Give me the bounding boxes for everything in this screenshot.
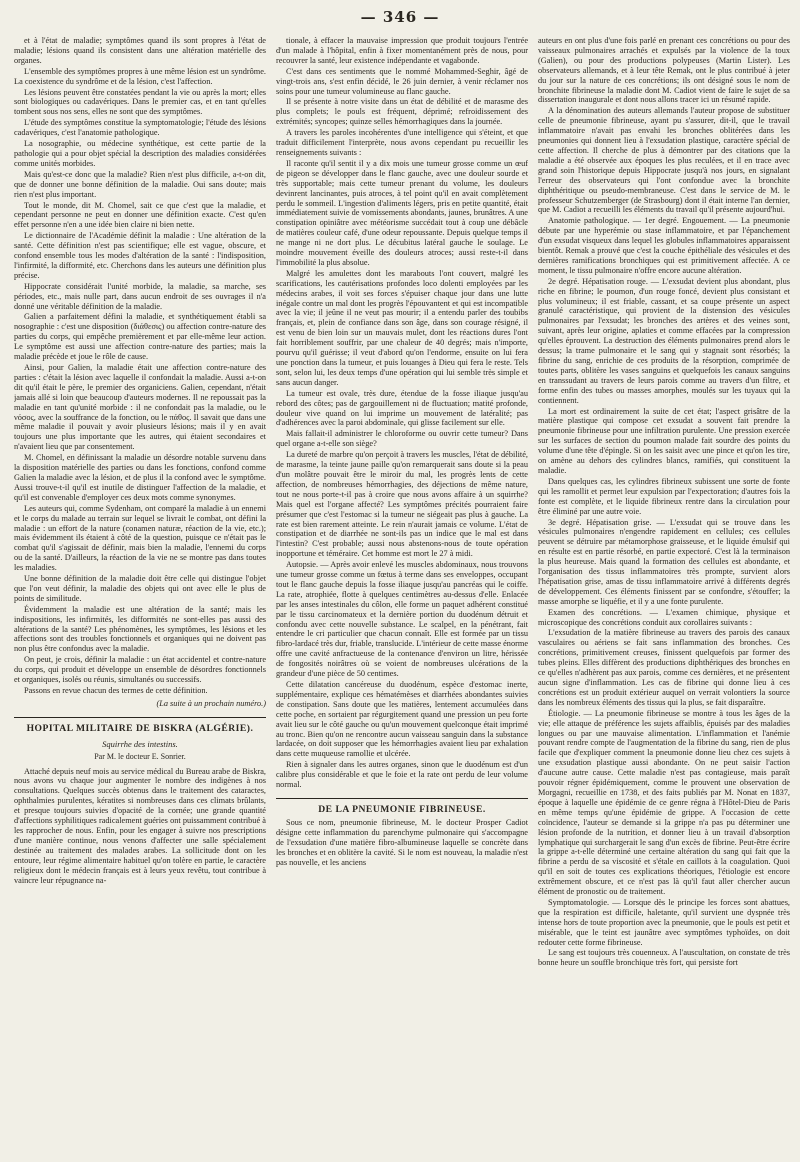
paragraph: La mort est ordinairement la suite de cet état; l'aspect grisâtre de la matière plastique qui compose cet exsudat a souvent fait prendre la pneumonie fibrineuse pour une infiltration purulente. Une pression exercée sur les surfaces de section du poumon malade fait sourdre des points du volume d'une tête d'épingle. Si on les saisit avec une pince et qu'on les tire, on amène au dehors des cylindres blancs, ramifiés, qui constituent la maladie. bbox=[538, 406, 790, 475]
page-number: — 346 — bbox=[360, 8, 440, 26]
paragraph: La nosographie, ou médecine synthétique, est cette partie de la pathologie qui a pour objet spécial la description des maladies considérées comme unités morbides. bbox=[14, 139, 266, 168]
paragraph: La tumeur est ovale, très dure, étendue de la fosse iliaque jusqu'au rebord des côtes; pas de gargouillement ni de fluctuation; matité profonde, douleur vive quand on lui imprime un mouvement de latéralité; pas d'adhérences avec la paroi abdominale, qui glisse facilement sur elle. bbox=[276, 388, 528, 428]
paragraph: Le dictionnaire de l'Académie définit la maladie : Une altération de la santé. Cette définition n'est pas scientifique; elle est vague, obscure, et confond ensemble tous les modes d'altération de la santé : l'indisposition, l'infirmité, la difformité, etc. Cherchons dans les auteurs une définition plus précise. bbox=[14, 231, 266, 280]
paragraph: Attaché depuis neuf mois au service médical du Bureau arabe de Biskra, nous avons vu chaque jour augmenter le nombre des indigènes à nos consultations. Quelques succès obtenus dans le traitement des cataractes, ophthalmies purulentes, kératites si nombreuses dans ces climats brûlants, et presque toujours suivies d'opacité de la cornée; une grande quantité d'affections syphilitiques radicalement guéries ont puissamment contribué à les rapprocher de nous. Enfin, pour les engager à suivre nos prescriptions d'une manière continue, nous venons d'affecter une salle spécialement destinée au traitement des malades arabes. La sollicitude dont on les entoure, leur régime alimentaire habituel qu'on tolère en partie, le caractère religieux dont le médecin français est à leurs yeux revêtu, tout contribue à vaincre leur répugnance na- bbox=[14, 766, 266, 885]
column-left-paragraphs bbox=[14, 36, 266, 696]
paragraph: Hippocrate considérait l'unité morbide, la maladie, sa marche, ses périodes, etc., mais nulle part, dans aucun endroit de ses ouvrages il n'a donné une véritable définition de la maladie. bbox=[14, 281, 266, 311]
paragraph: Cette dilatation cancéreuse du duodénum, espèce d'estomac inerte, supplémentaire, explique ces hématémèses et diarrhées abondantes suivies de constipation. Sans doute que les matières, lentement accumulées dans cette poche, en sortaient par régurgitement quand une pression un peu forte avait lieu sur le côté gauche ou qu'un mouvement quelconque était imprimé au tronc. Bien qu'on ne rencontre aucun vaisseau sanguin dans la substance lardacée, on doit supposer que les hémorrhagies avaient lieu par exhalation dans cette muqueuse ramollie et ulcérée. bbox=[276, 680, 528, 759]
paragraph: auteurs en ont plus d'une fois parlé en prenant ces concrétions ou pour des vaisseaux pulmonaires arrachés et expulsés par la violence de la toux (Galien), ou pour des productions polypeuses (Martin Lister). Les observateurs allemands, et à leur tête Remak, ont le plus contribué à jeter du jour sur la nature de ces concrétions; ils ont désigné sous le nom de bronchite fibrineuse la maladie dont M. Cadiot vient de faire le sujet de sa dissertation inaugurale et dont nous allons tracer ici un résumé rapide. bbox=[538, 36, 790, 105]
paragraph: Rien à signaler dans les autres organes, sinon que le duodénum est d'un calibre plus considérable et que le foie et la rate ont perdu de leur volume normal. bbox=[276, 760, 528, 790]
paragraph: Galien a parfaitement défini la maladie, et synthétiquement établi sa nosographie : c'est une disposition (διάθεσις) ou affection contre-nature des parties du corps, qui empêche premièrement et par elle-même leur action. Le symptôme est aussi une affection contre-nature des parties; mais la maladie précède et joue le rôle de cause. bbox=[14, 312, 266, 362]
paragraph: Il raconte qu'il sentit il y a dix mois une tumeur grosse comme un œuf de pigeon se développer dans le flanc gauche, avec une douleur sourde et très supportable; mais cette tumeur prenant du volume, les douleurs devinrent lancinantes, puis atroces, à tel point qu'il en avait complètement perdu le sommeil. L'ingestion d'aliments légers, pris en petite quantité, était immédiatement suivie de vomissements abondants, jaunes, brunâtres. A une constipation opiniâtre avec météorisme succédait tout à coup une débâcle de matières couleur café, d'une odeur repoussante. Depuis quelque temps il ne mange ni ne dort plus. Le décubitus latéral gauche le soulage. Le moindre mouvement éveille des douleurs atroces; aussi reste-t-il dans l'immobilité la plus absolue. bbox=[276, 158, 528, 267]
subsection-title: Squirrhe des intestins. bbox=[102, 738, 178, 749]
paragraph: Les lésions peuvent être constatées pendant la vie ou après la mort; elles sont biologiques ou cadavériques. Dans le premier cas, et en tant qu'elles tombent sous nos sens, elles ne sont que des symptômes. bbox=[14, 87, 266, 117]
paragraph: Symptomatologie. — Lorsque dès le principe les forces sont abattues, que la respiration est difficile, haletante, qu'il survient une dyspnée très intense hors de toute proportion avec la pneumonie, que le pouls est petit et misérable, que le teint est jaunâtre avec symptômes typhoïdes, on doit redouter cette forme fibrineuse. bbox=[538, 897, 790, 947]
paragraph: M. Chomel, en définissant la maladie un désordre notable survenu dans la disposition matérielle des parties ou dans les fonctions, confond comme Galien la maladie avec la lésion, et de plus il la confond avec le symptôme. Aussi trouve-t-il qu'il est inutile de distinguer l'affection de la maladie, et qu'il est convenable d'employer ces deux mots comme synonymes. bbox=[14, 453, 266, 502]
paragraph: Évidemment la maladie est une altération de la santé; mais les indispositions, les infirmités, les difformités ne sont-elles pas aussi des altérations de la santé? Les phénomènes, les symptômes, les lésions et les affections sont des troubles fonctionnels et organiques qui ne doivent pas non plus être confondus avec la maladie. bbox=[14, 604, 266, 654]
paragraph: Mais fallait-il administrer le chloroforme ou ouvrir cette tumeur? Dans quel organe a-t-elle son siège? bbox=[276, 429, 528, 449]
paragraph: Dans quelques cas, les cylindres fibrineux subissent une sorte de fonte qui les ramollit et permet leur expulsion par l'expectoration; d'autres fois la fonte est complète, et le liquide fibrineux rentre dans la circulation pour être éliminé par une autre voie. bbox=[538, 476, 790, 516]
paragraph: C'est dans ces sentiments que le nommé Mohammed-Seghir, âgé de vingt-trois ans, s'est enfin décidé, le 26 juin dernier, à venir réclamer nos soins pour une tumeur volumineuse au flanc gauche. bbox=[276, 66, 528, 96]
author-byline: Par M. le docteur E. Sonrier. bbox=[94, 751, 186, 761]
paragraph: L'exsudation de la matière fibrineuse au travers des parois des canaux vasculaires ou aériens se fait sans inflammation des bronches. Ces concrétions, primitivement creuses, finissent quelquefois par former des tubes pleins. Elles diffèrent des productions diphthériques des bronches en ce qu'elles n'adhèrent pas aux parois, comme ces dernières, et ne présentent aucun signe d'inflammation. Les cas de fibrine qui donne lieu à ces concrétions est un produit extérieur auquel on verrait volontiers la source dans les nombreux éléments des tissus qui la plus, se fait disparaître. bbox=[538, 628, 790, 707]
column-middle bbox=[276, 36, 528, 1156]
paragraph: Anatomie pathologique. — 1er degré. Engouement. — La pneumonie débute par une hyperémie ou stase inflammatoire, et par l'épanchement d'un exsudat visqueux dans lequel les globules inflammatoires apparaissent bientôt. Remak a prouvé que c'est la couche épithéliale des vésicules et des dernières ramifications bronchiques qui est primitivement affectée. A ce moment, le tissu pulmonaire n'offre encore aucune altération. bbox=[538, 216, 790, 275]
column-left bbox=[14, 36, 266, 1156]
paragraph: Passons en revue chacun des termes de cette définition. bbox=[24, 686, 208, 695]
paragraph: Autopsie. — Après avoir enlevé les muscles abdominaux, nous trouvons une tumeur grosse comme un fœtus à terme dans ses enveloppes, occupant tout le flanc gauche depuis la fosse iliaque jusqu'au pancréas qui le coiffe. La rate, atrophiée, flotte à quelques centimètres au-dessus d'elle. Enlacée par les anses intestinales du côlon, elle forme un paquet adhérent constitué par le tissu carcinomateux et la dernière portion du duodénum détruit et confondu avec cette nouvelle substance. Le scalpel, en la pénétrant, fait entendre le cri particulier que chacun connaît. Elle est formée par un tissu fibro-lardacé très dur, friable, translucide. L'intérieur de cette masse énorme offre une cavité anfractueuse de la contenance d'environ un litre, hérissée de fongosités noirâtres où se voient de nombreuses ulcérations de la grandeur d'une pièce de 50 centimes. bbox=[276, 560, 528, 679]
paragraph: tionale, à effacer la mauvaise impression que produit toujours l'entrée d'un malade à l'hôpital, enfin à fixer momentanément près de nous, pour recouvrer la santé, leur existence indépendante et vagabonde. bbox=[276, 36, 528, 65]
paragraph: A la dénomination des auteurs allemands l'auteur propose de substituer celle de pneumonie fibrineuse, ayant pu s'assurer, dit-il, que le travail inflammatoire n'avait pas envahi les bronches oblitérées dans les pneumonies qui donnent lieu à l'exsudation plastique, caractère spécial de cette affection. Il cherche de plus à démontrer par des citations que la maladie a été observée aux époques les plus reculées, et il en trace avec grand soin l'historique depuis Hippocrate jusqu'à nos jours, en signalant l'erreur des observateurs qui l'ont confondue avec la bronchite diphthéritique ou pseudo-membraneuse. C'est dans le service de M. le professeur Schutzemberger (de Strasbourg) dont il était interne l'an dernier, que M. Cadiot a recueilli les éléments du travail qu'il présente aujourd'hui. bbox=[538, 106, 790, 215]
paragraph: Étiologie. — La pneumonie fibrineuse se montre à tous les âges de la vie; elle attaque de préférence les sujets affaiblis, épuisés par des maladies longues ou par une mauvaise alimentation. L'inflammation et l'anémie pouvant rendre compte de l'augmentation de la fibrine du sang, rien de plus facile que d'expliquer comment la pneumonie donne lieu chez ces sujets à une exsudation plastique aussi abondante. On ne peut saisir l'action d'aucune autre cause. Cette maladie n'est pas contagieuse, mais paraît pouvoir régner épidémiquement, comme le prouvent une observation de Morgagni, recueillie en 1738, et des faits publiés par M. Nonat en 1837, époque à laquelle une épidémie de ce genre régna à l'Hôtel-Dieu de Paris en même temps qu'une épidémie de grippe. A l'occasion de cette coïncidence, l'auteur se demande si la grippe n'a pas pu déterminer une lésion profonde de la nutrition, et donner lieu à un travail d'absorption lymphatique qui surchargerait le sang d'un excès de fibrine. Peut-être écrire la grippe a-t-elle déterminé une certaine altération du sang qui fait que la fibrine a perdu de sa viscosité et s'étale en caillots à la coagulation. Quoi qu'il en soit de toutes ces explications théoriques, l'étiologie est encore extrêmement obscure, et ce n'est pas là qu'il faut aller chercher aucun élément de pronostic ou de traitement. bbox=[538, 708, 790, 897]
paragraph: L'ensemble des symptômes propres à une même lésion est un syndrôme. La coexistence du syndrôme et de la lésion, c'est l'affection. bbox=[14, 66, 266, 86]
paragraph: A travers les paroles incohérentes d'une intelligence qui s'éteint, et que traduit difficilement l'interprète, nous avons cependant pu recueillir les renseignements suivants : bbox=[276, 128, 528, 157]
paragraph: Ainsi, pour Galien, la maladie était une affection contre-nature des parties : c'était la lésion avec laquelle il confondait la maladie. Aussi a-t-on dit qu'il était le père, le premier des organiciens. Galien, cependant, n'était jamais allé si loin que beaucoup d'auteurs modernes. Il ne repoussait pas la maladie en tant qu'unité morbide : il ne confondait pas la maladie, ou le νόσος, avec la souffrance de la fonction, ou le πάθος. Il savait que dans une même maladie il pouvait y avoir plusieurs lésions; mais il y en avait toujours une plus importante que les autres, qui étaient secondaires et n'avaient lieu que par consentement. bbox=[14, 363, 266, 452]
paragraph: Tout le monde, dit M. Chomel, sait ce que c'est que la maladie, et cependant personne ne peut en donner une définition exacte. C'est qu'en effet personne n'en a une idée bien claire ni bien nette. bbox=[14, 200, 266, 230]
section-title-pneumonie: DE LA PNEUMONIE FIBRINEUSE. bbox=[276, 798, 528, 815]
section-title-biskra: HOPITAL MILITAIRE DE BISKRA (ALGÉRIE). bbox=[14, 717, 266, 734]
paragraph: Une bonne définition de la maladie doit être celle qui distingue l'objet que l'on veut définir, la maladie des objets qui ont avec elle le plus de points de similitude. bbox=[14, 574, 266, 603]
paragraph: Le sang est toujours très couenneux. A l'auscultation, on constate de très bonne heure un souffle bronchique très fort, qui persiste fort bbox=[538, 948, 790, 968]
paragraph: et à l'état de maladie; symptômes quand ils sont propres à l'état de maladie; lésions quand ils consistent dans une altération matérielle des organes. bbox=[14, 36, 266, 65]
paragraph: La dureté de marbre qu'on perçoit à travers les muscles, l'état de débilité, de marasme, la teinte jaune paille qu'on remarquerait sans doute si la peau d'un molâtre pouvait être le miroir du mal, les progrès lents de cette affection, de nombreuses hémorrhagies, des déjections de même nature, tout ne nous porte-t-il pas à croire que nous avons affaire à un squirrhe? Mais quel est l'organe affecté? Les symptômes précités pourraient faire présumer que c'est l'estomac si la tumeur ne siégeait pas plus à gauche. La rate est bien rarement atteinte. Le rein n'aurait jamais ce volume. L'état de constipation et de diarrhée ne sont-ils pas un indice que le mal est dans l'intestin? C'est probable; aussi nous abstenons-nous de toute opération inopportune et téméraire. Cet homme est mort le 27 à midi. bbox=[276, 450, 528, 559]
paragraph: Examen des concrétions. — L'examen chimique, physique et microscopique des concrétions conduit aux corollaires suivants : bbox=[538, 607, 790, 627]
paragraph: L'étude des symptômes constitue la symptomatologie; l'étude des lésions cadavériques, c'est l'anatomie pathologique. bbox=[14, 118, 266, 138]
paragraph: Sous ce nom, pneumonie fibrineuse, M. le docteur Prosper Cadiot désigne cette inflammation du parenchyme pulmonaire qui s'accompagne de l'exsudation d'une matière fibro-albumineuse laquelle se concrète dans les bronches et en oblitère la cavité. Si le nom est nouveau, la maladie n'est pas nouvelle, et les anciens bbox=[276, 817, 528, 867]
column-right bbox=[538, 36, 790, 1156]
paragraph: Il se présente à notre visite dans un état de débilité et de marasme des plus complets; le pouls est fréquent, déprimé; refroidissement des extrémités; syncopes; quinze selles hémorrhagiques dans la journée. bbox=[276, 97, 528, 127]
paragraph: Les auteurs qui, comme Sydenham, ont comparé la maladie à un ennemi et le corps du malade au terrain sur lequel se livrait le combat, ont défini la maladie : un effort de la nature (conamen naturæ, réaction de la vie, etc.); mais évidemment ils étaient à côté de la question, puisque ce n'était pas le combat qu'il s'agissait de définir, mais bien la maladie, l'ennemi du corps ou de la santé. D'ailleurs, la réaction de la vie ne se montre pas dans toutes les maladies. bbox=[14, 503, 266, 573]
paragraph: 3e degré. Hépatisation grise. — L'exsudat qui se trouve dans les vésicules pulmonaires n'engendre rapidement en cellules; ces cellules peuvent se détruire par métamorphose graisseuse, et le liquide émulsif qui en résulte est en partie résorbé, en partie expectoré. C'est là la terminaison la plus heureuse. Mais quand la formation des cellules est abondante, et l'organisation des tissus inflammatoires très prompte, survient alors l'hépatisation grise, amas de tissu inflammatoire arrivé à différents degrés de développement. Ces éléments finissent par se confondre, s'étouffer; la masse amorphe se liquéfie, et il y a une fonte purulente. bbox=[538, 517, 790, 606]
paragraph: 2e degré. Hépatisation rouge. — L'exsudat devient plus abondant, plus riche en fibrine; le poumon, d'un rouge foncé, devient plus consistant et plus volumineux; il est friable, cassant, et sa coupe présente un aspect granulé caractéristique, qui provient de la distension des vésicules pulmonaires par l'exsudat; les bronches des artères et des veines sont, suivant, après leur origine, aplaties et comme effacées par la compression qu'elles éprouvent. La destruction des éléments pulmonaires prend alors le dessus; la trame pulmonaire et le sang qui y stagnait sont résorbés; la fibrine du sang, enrichie de ces produits de la résorption, comprimée de toutes parts, oblitère les vases sanguins et quelquefois les canaux sanguins en transsudant au travers de leurs parois comme au travers d'un filtre, et forme enfin des tubes ou masses amorphes, moulés sur les tuyaux qui la contiennent. bbox=[538, 276, 790, 405]
paragraph: Malgré les amulettes dont les marabouts l'ont couvert, malgré les scarifications, les cautérisations profondes loco dolenti employées par les médecins arabes, il voit ses forces s'épuiser chaque jour dans une lutte inégale contre un mal dont les progrès l'épouvantent et qui est incompatible avec la vie; il jeûne il ne veut pas mourir; il a entendu parler des toubibs français, et, plein de confiance dans son âge, dans son courage résigné, il est venu de bien loin sur un mauvais mulet, dont les réactions dures l'ont fait horriblement souffrir, par une chaleur de 40 degrés; mais n'importe, pourvu qu'il guérisse; il veut d'abord qu'on l'endorme, ensuite on lui fera une ponction dans la tumeur, et puis louanges à Dieu qui fera le reste. Tels sont, selon lui, les deux temps d'une opération qui lui semble très simple et sans aucun danger. bbox=[276, 268, 528, 387]
paragraph: On peut, je crois, définir la maladie : un état accidentel et contre-nature du corps, qui produit et développe un ensemble de désordres fonctionnels et organiques, isolés ou réunis, simultanés ou successifs. bbox=[14, 655, 266, 685]
paragraph: Mais qu'est-ce donc que la maladie? Rien n'est plus difficile, a-t-on dit, que de donner une bonne définition de la maladie. Oui sans doute; mais rien n'est plus important. bbox=[14, 169, 266, 199]
to-be-continued-note: (La suite à un prochain numéro.) bbox=[156, 698, 266, 708]
